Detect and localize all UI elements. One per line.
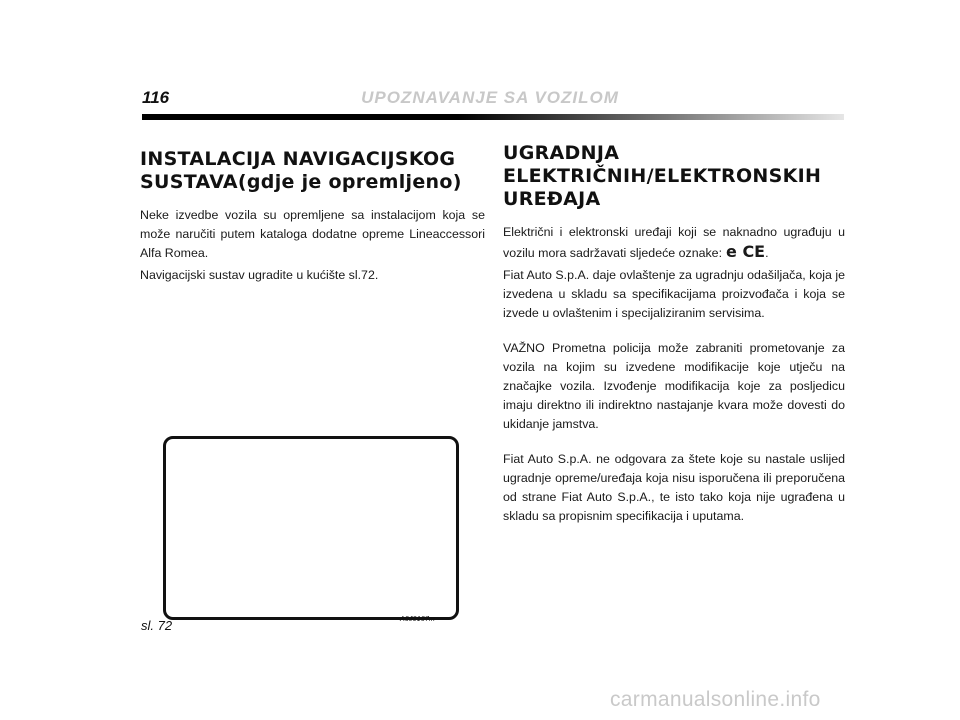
figure-caption: sl. 72 bbox=[141, 618, 173, 633]
navigation-heading-line2: SUSTAVA(gdje je opremljeno) bbox=[140, 171, 462, 193]
marks-period: . bbox=[765, 246, 769, 260]
right-column bbox=[503, 142, 845, 526]
devices-heading-line1: UGRADNJA bbox=[503, 142, 620, 164]
section-header-title: UPOZNAVANJE SA VOZILOM bbox=[361, 88, 619, 107]
devices-heading-line3: UREĐAJA bbox=[503, 188, 601, 210]
devices-paragraph-4: Fiat Auto S.p.A. ne odgovara za štete koje su nastale uslijed ugradnje opreme/uređaja koja nisu isporučena ili preporučena od strane Fiat Auto S.p.A., te isto tako koja nije ugrađena u skladu sa propisnim specifikacija i uputama. bbox=[503, 452, 845, 523]
left-column bbox=[140, 148, 485, 285]
navigation-heading bbox=[140, 148, 485, 194]
figure-code: A0J0107m bbox=[400, 616, 436, 623]
devices-paragraph-2: Fiat Auto S.p.A. daje ovlaštenje za ugradnju odašiljača, koja je izvedena u skladu sa specifikacijama proizvođača i koja se izvede u ovlaštenim i specijaliziranim servisima. bbox=[503, 268, 845, 320]
figure-72-image bbox=[163, 436, 459, 620]
navigation-heading-line1: INSTALACIJA NAVIGACIJSKOG bbox=[140, 148, 456, 170]
watermark: carmanualsonline.info bbox=[610, 688, 821, 711]
navigation-paragraph-2: Navigacijski sustav ugradite u kućište sl.72. bbox=[140, 268, 379, 282]
navigation-paragraph-1: Neke izvedbe vozila su opremljene sa instalacijom koja se može naručiti putem kataloga dodatne opreme Lineaccessori Alfa Romea. bbox=[140, 208, 485, 260]
devices-heading-line2: ELEKTRIČNIH/ELEKTRONSKIH bbox=[503, 165, 822, 187]
devices-paragraph-1-text: Električni i elektronski uređaji koji se naknadno ugrađuju u vozilu mora sadržavati sljedeće oznake: bbox=[503, 225, 845, 260]
devices-paragraph-1 bbox=[503, 223, 845, 263]
e-ce-marks: e CE bbox=[726, 242, 766, 261]
header-rule bbox=[142, 114, 844, 120]
devices-heading bbox=[503, 142, 845, 211]
page-number: 116 bbox=[142, 88, 170, 107]
devices-paragraph-3-important: VAŽNO Prometna policija može zabraniti prometovanje za vozila na kojim su izvedene modifikacije koje utječu na značajke vozila. Izvođenje modifikacija koje za posljedicu imaju direktno ili indirektno nastajanje kvara može dovesti do ukidanje jamstva. bbox=[503, 341, 845, 431]
